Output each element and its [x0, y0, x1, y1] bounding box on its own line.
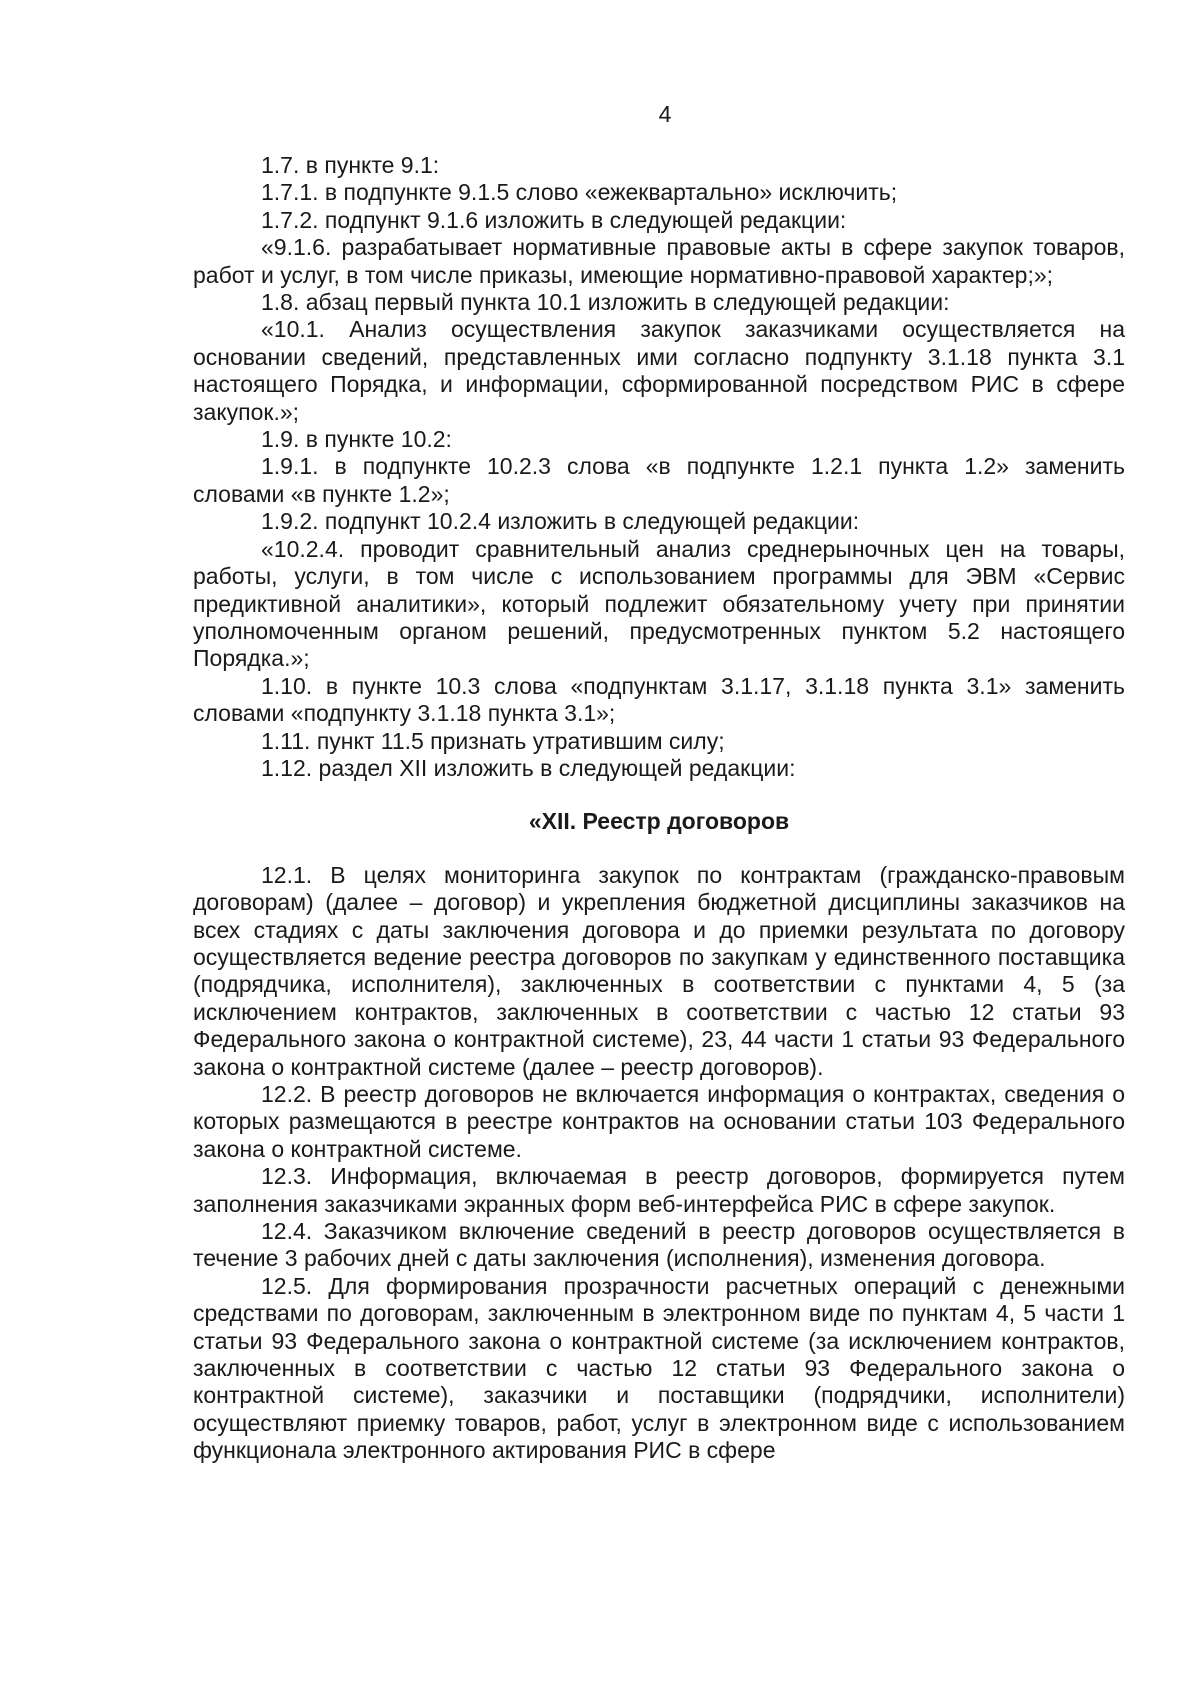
paragraph: «9.1.6. разрабатывает нормативные правовые акты в сфере закупок товаров, работ и услуг, в том числе приказы, имеющие нормативно-правовой характер;»;: [193, 234, 1125, 288]
paragraph: 1.11. пункт 11.5 признать утратившим силу;: [261, 727, 725, 754]
paragraph: 1.10. в пункте 10.3 слова «подпунктам 3.1.17, 3.1.18 пункта 3.1» заменить словами «подпункту 3.1.18 пункта 3.1»;: [193, 672, 1125, 727]
paragraph: 1.7.1. в подпункте 9.1.5 слово «ежеквартально» исключить;: [261, 179, 898, 206]
document-body: [193, 152, 1125, 1465]
paragraph: 1.9.1. в подпункте 10.2.3 слова «в подпункте 1.2.1 пункта 1.2» заменить словами «в пункте 1.2»;: [193, 453, 1125, 507]
section-paragraph: 12.4. Заказчиком включение сведений в реестр договоров осуществляется в течение 3 рабочих дней с даты заключения (исполнения), изменения договора.: [193, 1218, 1125, 1272]
paragraph: 1.9. в пункте 10.2:: [261, 426, 452, 453]
paragraph: 1.7. в пункте 9.1:: [261, 152, 440, 178]
section-paragraph: 12.5. Для формирования прозрачности расчетных операций с денежными средствами по договорам, заключенным в электронном виде по пунктам 4, 5 части 1 статьи 93 Федерального закона о контрактной системе (за исключением контрактов, заключенных в соответствии с частью 12 статьи 93 Федерального закона о контрактной системе), заказчики и поставщики (подрядчики, исполнители) осуществляют приемку товаров, работ, услуг в электронном виде с использованием функционала электронного актирования РИС в сфере: [193, 1272, 1125, 1464]
paragraph: 1.12. раздел XII изложить в следующей редакции:: [261, 754, 796, 781]
section-heading: «XII. Реестр договоров: [528, 808, 790, 835]
page-number: 4: [658, 101, 672, 127]
paragraph: 1.8. абзац первый пункта 10.1 изложить в следующей редакции:: [261, 289, 950, 316]
paragraph: «10.1. Анализ осуществления закупок заказчиками осуществляется на основании сведений, представленных ими согласно подпункту 3.1.18 пункта 3.1 настоящего Порядка, и информации, сформированной посредством РИС в сфере закупок.»;: [193, 316, 1125, 425]
section-paragraph: 12.1. В целях мониторинга закупок по контрактам (гражданско-правовым договорам) (далее – договор) и укрепления бюджетной дисциплины заказчиков на всех стадиях с даты заключения договора и до приемки результата по договору осуществляется ведение реестра договоров по закупкам у единственного поставщика (подрядчика, исполнителя), заключенных в соответствии с пунктами 4, 5 (за исключением контрактов, заключенных в соответствии с частью 12 статьи 93 Федерального закона о контрактной системе), 23, 44 части 1 статьи 93 Федерального закона о контрактной системе (далее – реестр договоров).: [193, 861, 1125, 1080]
paragraph: 1.9.2. подпункт 10.2.4 изложить в следующей редакции:: [261, 508, 860, 535]
section-paragraph: 12.2. В реестр договоров не включается информация о контрактах, сведения о которых размещаются в реестре контрактов на основании статьи 103 Федерального закона о контрактной системе.: [193, 1081, 1125, 1162]
paragraph: «10.2.4. проводит сравнительный анализ среднерыночных цен на товары, работы, услуги, в том числе с использованием программы для ЭВМ «Сервис предиктивной аналитики», который подлежит обязательному учету при принятии уполномоченным органом решений, предусмотренных пунктом 5.2 настоящего Порядка.»;: [193, 535, 1125, 672]
paragraph: 1.7.2. подпункт 9.1.6 изложить в следующей редакции:: [261, 206, 847, 233]
section-paragraph: 12.3. Информация, включаемая в реестр договоров, формируется путем заполнения заказчиками экранных форм веб-интерфейса РИС в сфере закупок.: [193, 1163, 1125, 1217]
